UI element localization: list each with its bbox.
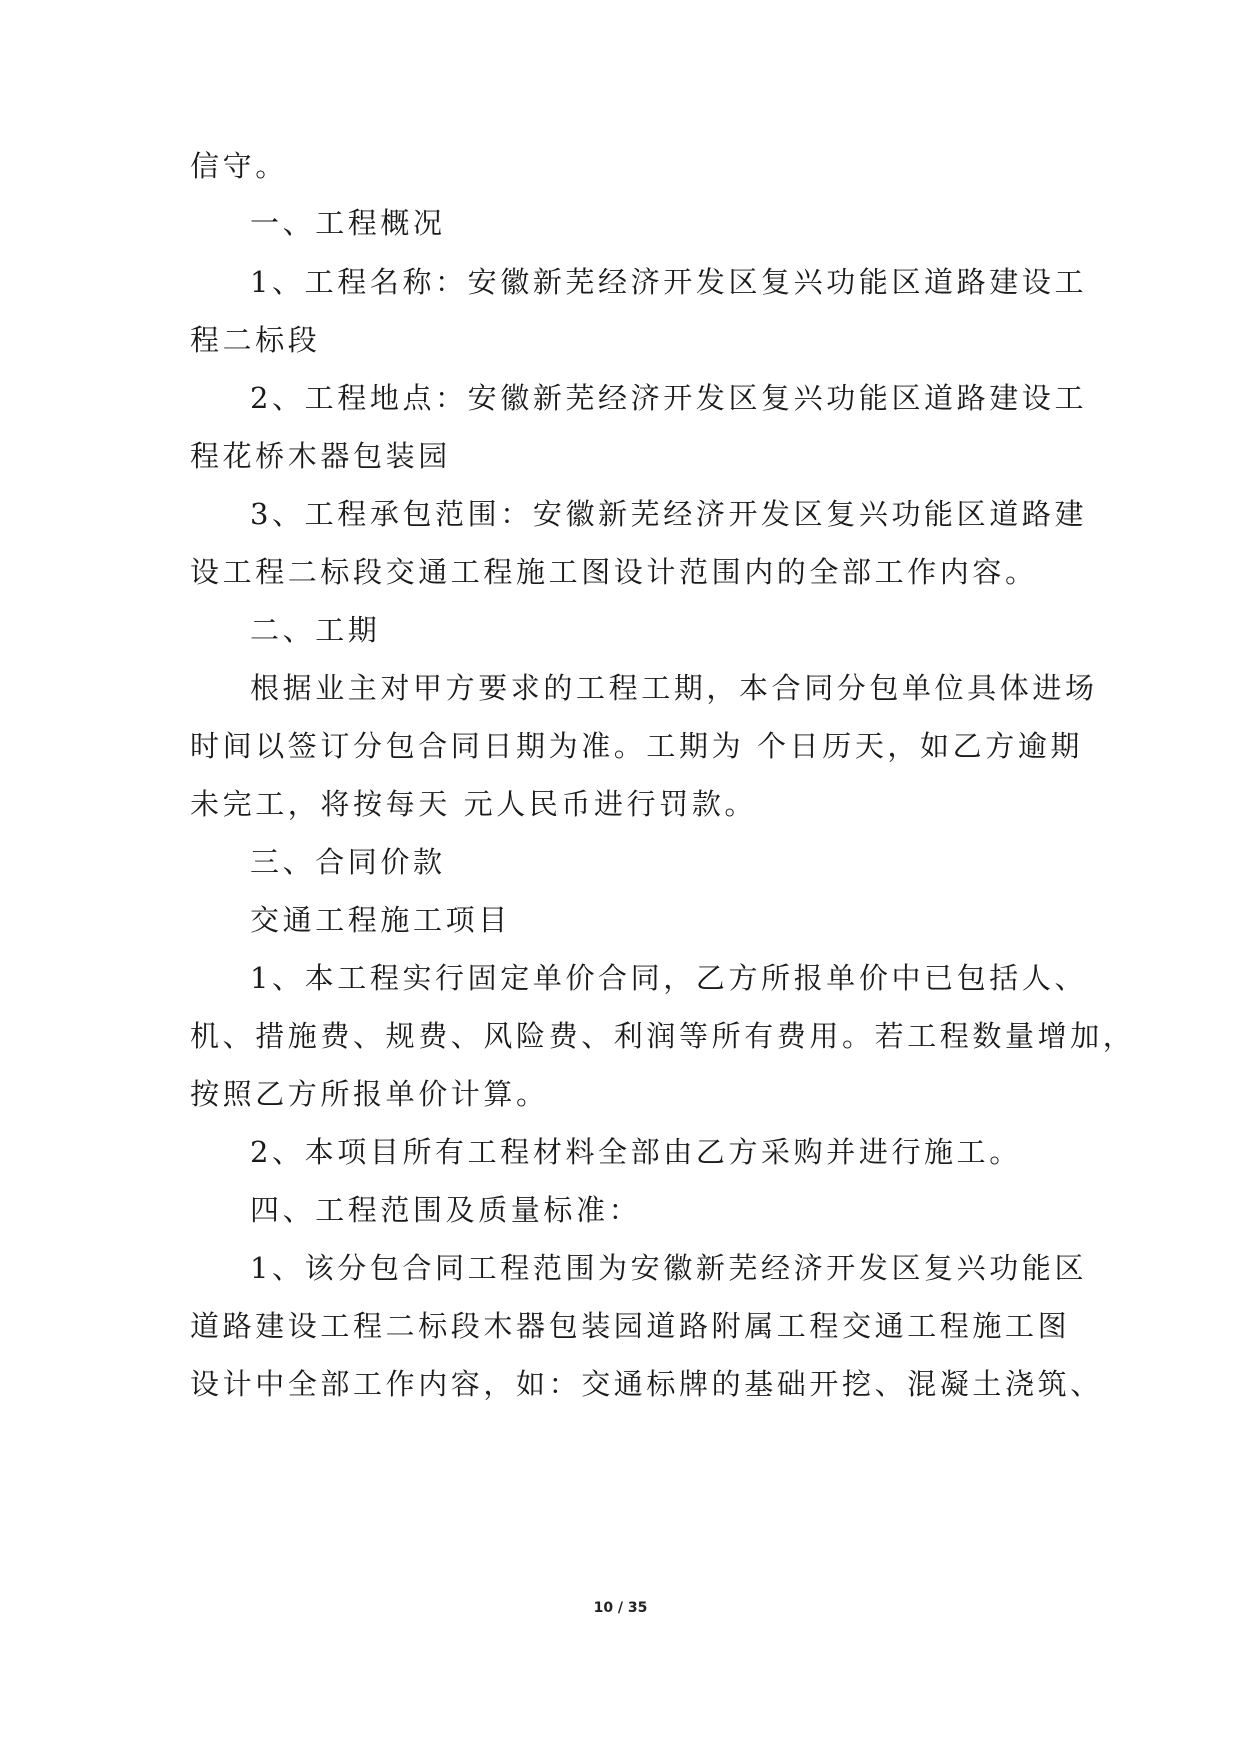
body-line: 根据业主对甲方要求的工程工期，本合同分包单位具体进场 [250, 671, 1098, 705]
body-line: 未完工，将按每天 元人民币进行罚款。 [190, 787, 758, 821]
body-line: 道路建设工程二标段木器包装园道路附属工程交通工程施工图 [190, 1309, 1071, 1343]
body-line: 2、工程地点：安徽新芜经济开发区复兴功能区道路建设工 [250, 381, 1088, 415]
body-line: 按照乙方所报单价计算。 [190, 1077, 549, 1111]
section-heading: 二、工期 [250, 613, 381, 647]
body-line: 设计中全部工作内容，如：交通标牌的基础开挖、混凝土浇筑、 [190, 1367, 1103, 1401]
body-line: 1、工程名称：安徽新芜经济开发区复兴功能区道路建设工 [250, 265, 1088, 299]
body-line: 时间以签订分包合同日期为准。工期为 个日历天，如乙方逾期 [190, 729, 1084, 763]
section-heading: 一、工程概况 [250, 206, 446, 240]
body-line: 1、该分包合同工程范围为安徽新芜经济开发区复兴功能区 [250, 1251, 1088, 1285]
body-line: 2、本项目所有工程材料全部由乙方采购并进行施工。 [250, 1135, 1022, 1169]
body-line: 机、措施费、规费、风险费、利润等所有费用。若工程数量增加， [190, 1019, 1136, 1053]
page-number: 10 / 35 [593, 1600, 648, 1616]
body-line: 设工程二标段交通工程施工图设计范围内的全部工作内容。 [190, 555, 1038, 589]
body-line: 1、本工程实行固定单价合同，乙方所报单价中已包括人、 [250, 961, 1088, 995]
body-line: 信守。 [190, 149, 288, 183]
section-heading: 三、合同价款 [250, 845, 446, 879]
body-line: 程二标段 [190, 323, 321, 357]
body-line: 程花桥木器包装园 [190, 439, 451, 473]
body-line: 3、工程承包范围：安徽新芜经济开发区复兴功能区道路建 [250, 497, 1088, 531]
section-heading: 四、工程范围及质量标准： [250, 1193, 642, 1227]
body-line: 交通工程施工项目 [250, 903, 511, 937]
